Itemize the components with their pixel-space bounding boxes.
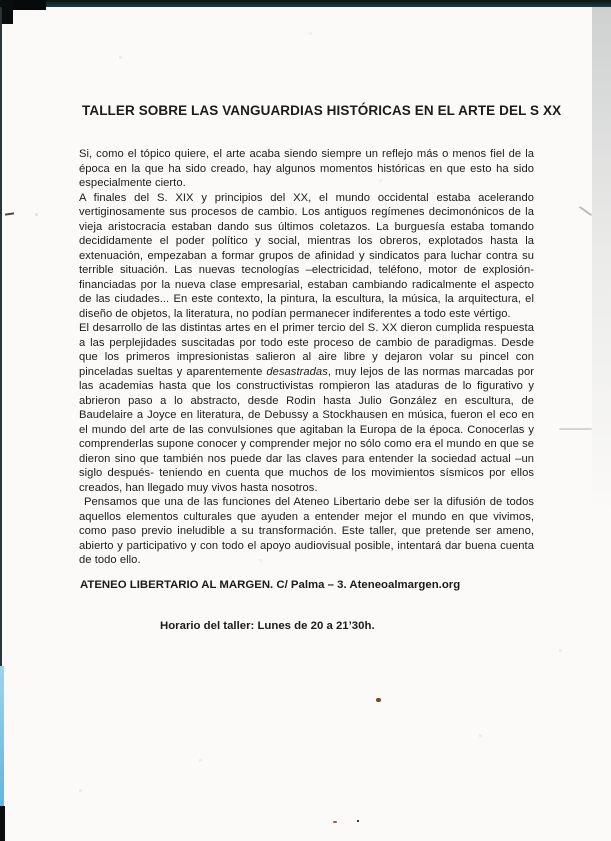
paper-edge-shadow-right	[592, 7, 611, 562]
ink-speck-bottom-2	[357, 820, 359, 822]
paper-edge-strip-blue	[0, 666, 4, 810]
schedule-line: Horario del taller: Lunes de 20 a 21’30h.	[160, 619, 375, 632]
paragraph-3-start: El desarrollo de las distintas artes en el primer tercio del S. XX dieron cumplida respuesta a las perplejidades suscitadas por todo este proceso de cambio de paradigmas. Desde que los primeros impresionistas salieron al aire libre y dejaron volar su pincel con pinceladas sueltas y aparentemente	[79, 322, 534, 378]
paragraph-3-end: , muy lejos de las normas marcadas por las academias hasta que los constructivistas rompieron las ataduras de lo figurativo y abrieron paso a lo abstracto, desde Rodin hasta Julio González en escultura, de Baudelaire a Joyce en literatura, de Debussy a Stockhausen en música, fueron el eco en el mundo del arte de las convulsiones que agitaban la Europa de la época. Conocerlas y comprenderlas supone conocer y comprender mejor no sólo como era el mundo en que se dieron sino que también nos puede dar las claves para entender la sociedad actual –un siglo después- teniendo en cuenta que muchos de los movimientos sísmicos por ellos creados, han llegado muy vivos hasta nosotros.	[79, 365, 534, 494]
paper-edge-line-left	[0, 7, 2, 667]
scratch-mark-right-top	[579, 206, 592, 216]
scanner-mark-bottom-left	[0, 806, 5, 841]
ink-dash-mark-left	[5, 212, 14, 215]
ink-speck-bottom-1	[333, 821, 337, 823]
smudge-mark-right-middle	[559, 428, 592, 430]
page-title: TALLER SOBRE LAS VANGUARDIAS HISTÓRICAS EN EL ARTE DEL S XX	[82, 103, 562, 118]
paragraph-1: Si, como el tópico quiere, el arte acaba siendo siempre un reflejo más o menos fiel de la época en la que ha sido creado, hay algunos momentos históricas en que esto ha sido especialmente cierto.	[79, 148, 534, 189]
document-content	[79, 103, 562, 633]
italic-word: desastradas	[266, 365, 328, 378]
body-text	[79, 147, 534, 568]
paragraph-2: A finales del S. XIX y principios del XX, el mundo occidental estaba acelerando vertiginosamente sus procesos de cambio. Los antiguos regímenes decimonónicos de la vieja aristocracia estaban dando sus últimos coletazos. La burguesía estaba tomando decididamente el poder político y social, mientras los obreros, explotados hasta la extenuación, empezaban a formar grupos de afinidad y sindicatos para luchar contra su terrible situación. Las nuevas tecnologías –electricidad, teléfono, motor de explosión- financiadas por la nueva clase empresarial, estaban cambiando radicalmente el aspecto de las ciudades... En este contexto, la pintura, la escultura, la música, la arquitectura, el diseño de objetos, la literatura, no podían permanecer indiferentes a todo este vértigo.	[79, 191, 534, 320]
paragraph-3	[79, 321, 534, 495]
paragraph-4: Pensamos que una de las funciones del Ateneo Libertario debe ser la difusión de todos aquellos elementos culturales que ayuden a entender mejor el mundo en que vivimos, como paso previo ineludible a su transformación. Este taller, que pretende ser ameno, abierto y participativo y con todo el apoyo audiovisual posible, intentará dar buena cuenta de todo ello.	[79, 496, 534, 566]
scanner-band-top	[0, 0, 611, 7]
ink-speck-center	[376, 698, 381, 702]
address-line: ATENEO LIBERTARIO AL MARGEN. C/ Palma – 3. Ateneoalmargen.org	[80, 578, 461, 591]
